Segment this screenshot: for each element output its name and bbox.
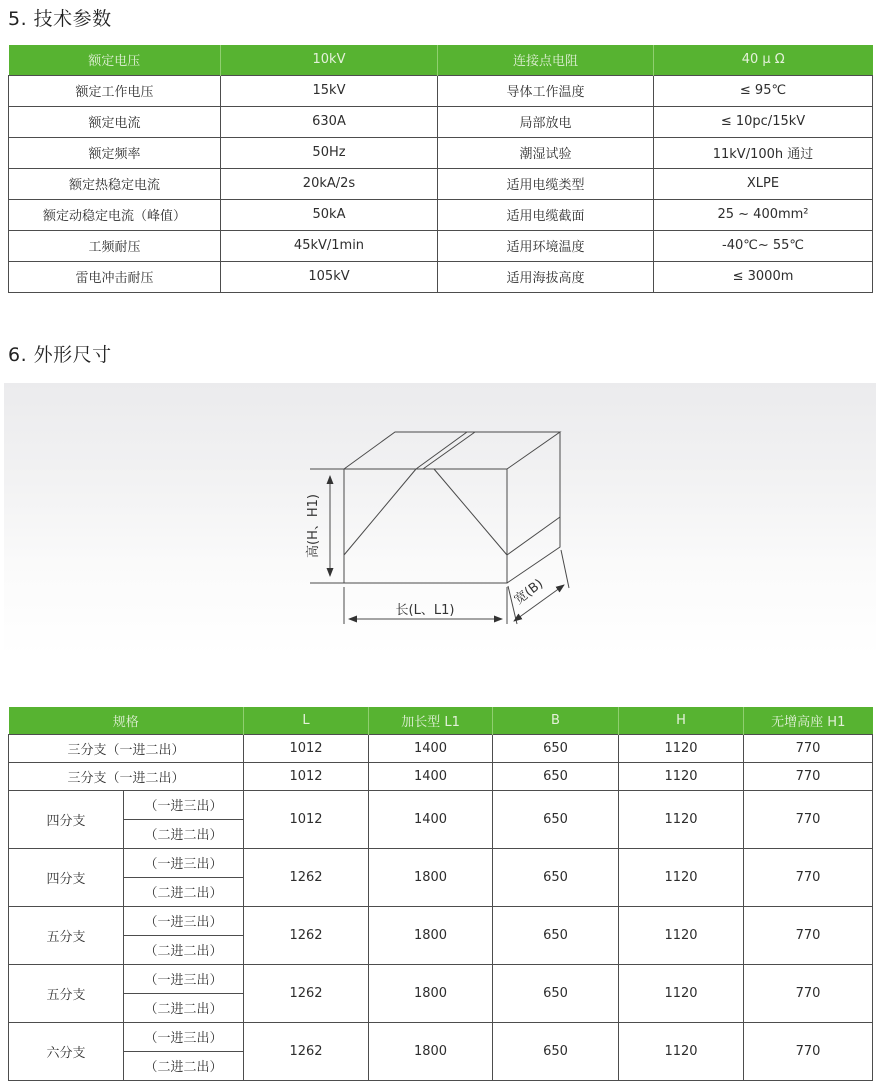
spec-name-cell: 四分支: [9, 790, 124, 848]
value-cell: 1800: [369, 964, 493, 1022]
dim-row: [9, 790, 873, 819]
dim-row: [9, 906, 873, 935]
value-cell: 650: [493, 734, 619, 762]
dim-row: [9, 762, 873, 790]
spec-cell: 三分支（一进二出）: [9, 734, 244, 762]
value-cell: 1262: [244, 848, 369, 906]
param-value: 50kA: [221, 199, 438, 230]
box-outline: [344, 432, 560, 583]
param-label: 工频耐压: [9, 230, 221, 261]
dim-header-cell: 加长型 L1: [369, 707, 493, 734]
dim-header-cell: B: [493, 707, 619, 734]
param-value: 105kV: [221, 261, 438, 292]
spec-name-cell: 四分支: [9, 848, 124, 906]
width-label: 宽(B): [511, 576, 547, 608]
value-cell: 1120: [619, 1022, 744, 1080]
param-value: ≤ 10pc/15kV: [654, 106, 873, 137]
value-cell: 770: [744, 790, 873, 848]
param-label: 局部放电: [438, 106, 654, 137]
dim-header-cell: 规格: [9, 707, 244, 734]
param-value: -40℃~ 55℃: [654, 230, 873, 261]
value-cell: 1012: [244, 762, 369, 790]
height-label: 高(H、H1): [306, 494, 321, 558]
value-cell: 650: [493, 906, 619, 964]
value-cell: 650: [493, 762, 619, 790]
tech-row: [9, 199, 873, 230]
spec-name-cell: 五分支: [9, 906, 124, 964]
value-cell: 1400: [369, 790, 493, 848]
spec-sub-cell: （二进二出）: [124, 819, 244, 848]
value-cell: 1120: [619, 734, 744, 762]
tech-params-title: 5. 技术参数: [8, 8, 112, 30]
height-dimension: [305, 469, 344, 583]
param-value: ≤ 3000m: [654, 261, 873, 292]
value-cell: 770: [744, 906, 873, 964]
spec-sub-cell: （一进三出）: [124, 964, 244, 993]
param-value: ≤ 95℃: [654, 75, 873, 106]
param-value: 11kV/100h 通过: [654, 137, 873, 168]
value-cell: 770: [744, 734, 873, 762]
param-value: 20kA/2s: [221, 168, 438, 199]
param-label: 适用电缆截面: [438, 199, 654, 230]
spec-sub-cell: （一进三出）: [124, 790, 244, 819]
tech-params-table: [8, 45, 873, 293]
dim-row: [9, 1022, 873, 1051]
length-dimension: [344, 587, 507, 624]
spec-name-cell: 六分支: [9, 1022, 124, 1080]
param-label: 适用电缆类型: [438, 168, 654, 199]
param-label: 额定电流: [9, 106, 221, 137]
param-label: 额定工作电压: [9, 75, 221, 106]
value-cell: 650: [493, 790, 619, 848]
value-cell: 1262: [244, 906, 369, 964]
value-cell: 1120: [619, 906, 744, 964]
value-cell: 650: [493, 1022, 619, 1080]
tech-row: [9, 106, 873, 137]
dim-header-row: [9, 707, 873, 734]
tech-header-cell: 40 μ Ω: [654, 45, 873, 75]
param-label: 适用环境温度: [438, 230, 654, 261]
tech-row: [9, 230, 873, 261]
value-cell: 1262: [244, 964, 369, 1022]
spec-sub-cell: （一进三出）: [124, 848, 244, 877]
dim-row: [9, 734, 873, 762]
tech-row: [9, 75, 873, 106]
dimension-diagram: [4, 383, 876, 657]
tech-row: [9, 261, 873, 292]
dim-header-cell: 无增高座 H1: [744, 707, 873, 734]
param-value: 25 ~ 400mm²: [654, 199, 873, 230]
value-cell: 1120: [619, 762, 744, 790]
spec-sub-cell: （二进二出）: [124, 935, 244, 964]
value-cell: 1800: [369, 1022, 493, 1080]
param-label: 额定热稳定电流: [9, 168, 221, 199]
tech-row: [9, 168, 873, 199]
dim-row: [9, 964, 873, 993]
param-label: 额定频率: [9, 137, 221, 168]
param-label: 导体工作温度: [438, 75, 654, 106]
spec-sub-cell: （二进二出）: [124, 993, 244, 1022]
value-cell: 1120: [619, 848, 744, 906]
length-label: 长(L、L1): [395, 603, 455, 618]
spec-sub-cell: （一进三出）: [124, 906, 244, 935]
value-cell: 1400: [369, 734, 493, 762]
outline-diagram-panel: [4, 383, 876, 657]
dim-header-cell: H: [619, 707, 744, 734]
tech-header-cell: 连接点电阻: [438, 45, 654, 75]
spec-sub-cell: （二进二出）: [124, 1051, 244, 1080]
param-value: 45kV/1min: [221, 230, 438, 261]
param-label: 潮湿试验: [438, 137, 654, 168]
value-cell: 770: [744, 848, 873, 906]
value-cell: 1800: [369, 906, 493, 964]
value-cell: 1120: [619, 790, 744, 848]
value-cell: 1120: [619, 964, 744, 1022]
value-cell: 1012: [244, 734, 369, 762]
value-cell: 1400: [369, 762, 493, 790]
spec-cell: 三分支（一进二出）: [9, 762, 244, 790]
value-cell: 1262: [244, 1022, 369, 1080]
dim-row: [9, 848, 873, 877]
value-cell: 1800: [369, 848, 493, 906]
spec-name-cell: 五分支: [9, 964, 124, 1022]
value-cell: 650: [493, 848, 619, 906]
param-label: 额定动稳定电流（峰值）: [9, 199, 221, 230]
tech-header-row: [9, 45, 873, 75]
tech-row: [9, 137, 873, 168]
spec-sub-cell: （一进三出）: [124, 1022, 244, 1051]
spec-sub-cell: （二进二出）: [124, 877, 244, 906]
dim-header-cell: L: [244, 707, 369, 734]
param-value: 50Hz: [221, 137, 438, 168]
value-cell: 770: [744, 964, 873, 1022]
dimensions-table: [8, 707, 873, 1081]
tech-header-cell: 额定电压: [9, 45, 221, 75]
param-value: XLPE: [654, 168, 873, 199]
value-cell: 1012: [244, 790, 369, 848]
param-label: 雷电冲击耐压: [9, 261, 221, 292]
value-cell: 650: [493, 964, 619, 1022]
param-value: 630A: [221, 106, 438, 137]
outline-dims-title: 6. 外形尺寸: [8, 344, 112, 366]
param-value: 15kV: [221, 75, 438, 106]
param-label: 适用海拔高度: [438, 261, 654, 292]
value-cell: 770: [744, 1022, 873, 1080]
tech-header-cell: 10kV: [221, 45, 438, 75]
value-cell: 770: [744, 762, 873, 790]
